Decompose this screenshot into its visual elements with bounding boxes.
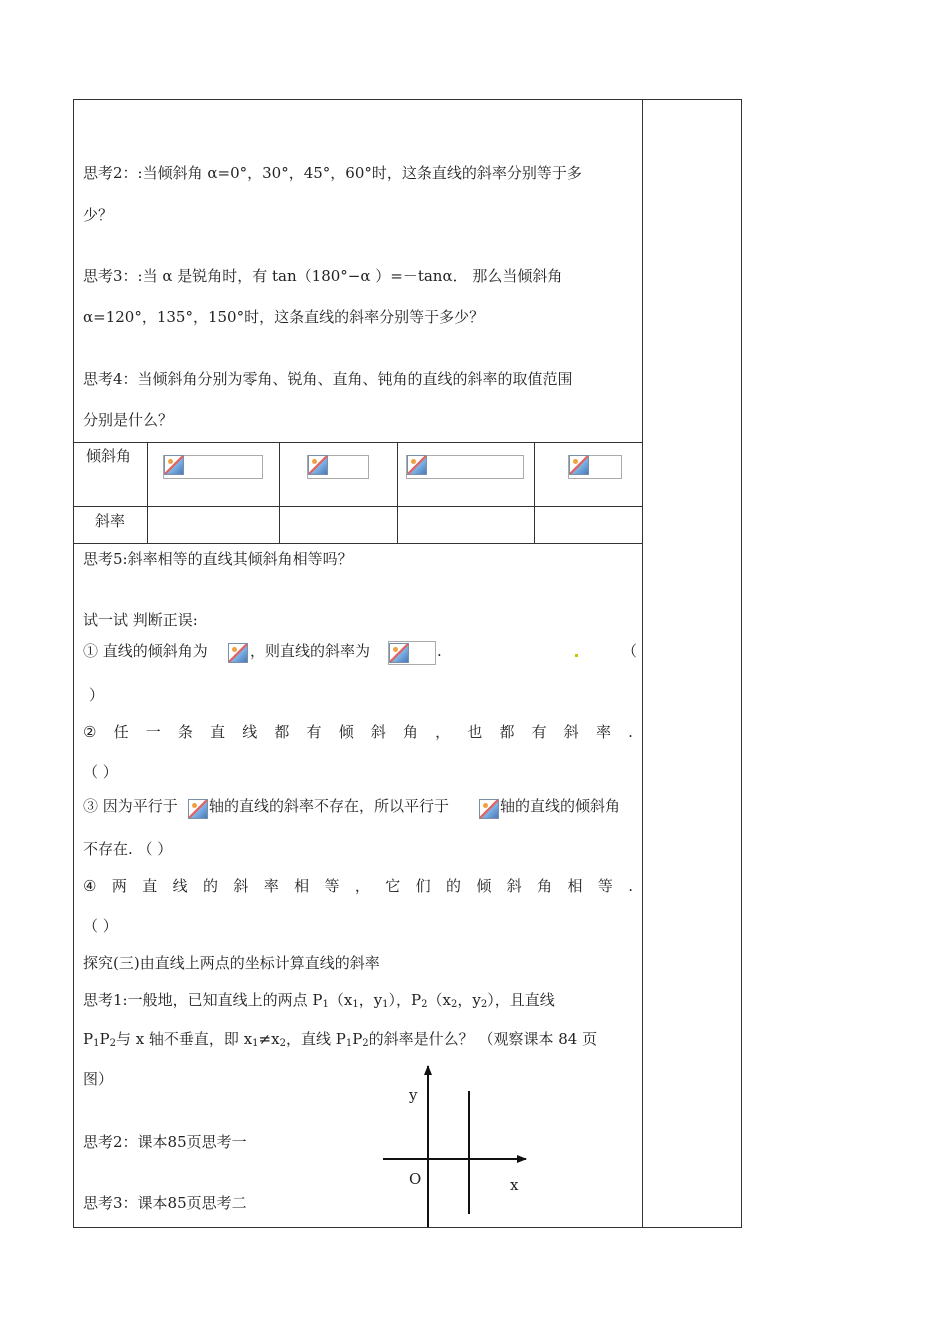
think5: 思考5:斜率相等的直线其倾斜角相等吗？ xyxy=(83,550,353,568)
justified-char: . xyxy=(628,877,633,895)
think4-line1: 思考4：当倾斜角分别为零角、锐角、直角、钝角的直线的斜率的取值范围 xyxy=(83,370,573,388)
justified-char: 直 xyxy=(210,723,226,741)
justified-char: 都 xyxy=(499,723,515,741)
justified-char: 倾 xyxy=(476,877,492,895)
justified-char: 任 xyxy=(113,723,129,741)
item1-text-a: ① 直线的倾斜角为 xyxy=(83,642,208,660)
justified-char: . xyxy=(628,723,633,741)
justified-char: 条 xyxy=(177,723,193,741)
think2-line1: 思考2：:当倾斜角 α=0°，30°，45°，60°时，这条直线的斜率分别等于多 xyxy=(83,164,582,182)
justified-char: ② xyxy=(83,723,97,741)
justified-char: 相 xyxy=(294,877,310,895)
justified-char: ， xyxy=(354,877,370,895)
e3-think1-line3: 图） xyxy=(83,1070,114,1088)
think4-line2: 分别是什么？ xyxy=(83,411,174,429)
justified-char: ④ xyxy=(83,877,97,895)
item3-text-d: 不存在. （ ） xyxy=(83,840,173,858)
justified-char: 一 xyxy=(145,723,161,741)
e3-think1-line2: $P_1P_2$与 x 轴不垂直，即 $x_1\ne x_2$，直线 $P_1P_2$的斜率是什么？ （观察课本 84 页 xyxy=(83,1030,598,1049)
item3-text-a: ③ 因为平行于 xyxy=(83,797,178,815)
item1-paren-close: ） xyxy=(89,686,105,704)
justified-char: 等 xyxy=(324,877,340,895)
justified-char: 相 xyxy=(567,877,583,895)
table-header-angle: 倾斜角 xyxy=(86,447,132,465)
e3-think3: 思考3：课本85页思考二 xyxy=(83,1194,247,1212)
justified-char: 斜 xyxy=(506,877,522,895)
justified-char: 有 xyxy=(531,723,547,741)
justified-char: ， xyxy=(435,723,451,741)
item4-paren: （ ） xyxy=(83,917,118,935)
item3-text-b: 轴的直线的斜率不存在，所以平行于 xyxy=(209,797,450,815)
item1-paren-open: （ xyxy=(622,642,638,660)
think3-line2: α=120°，135°，150°时，这条直线的斜率分别等于多少？ xyxy=(83,308,485,326)
y-axis-label: y xyxy=(409,1086,418,1104)
item2-paren: （ ） xyxy=(83,763,118,781)
e3-think1-line1: 思考1:一般地，已知直线上的两点 $P_1(x_1$，$y_1$），$P_2(x_2$，$y_2$），且直线 xyxy=(83,991,555,1010)
think2-line2: 少？ xyxy=(83,206,114,224)
justified-char: 线 xyxy=(242,723,258,741)
justified-char: 斜 xyxy=(563,723,579,741)
justified-char: 斜 xyxy=(370,723,386,741)
justified-char: 的 xyxy=(202,877,218,895)
explore3-heading: 探究(三)由直线上两点的坐标计算直线的斜率 xyxy=(83,954,380,972)
table-header-slope: 斜率 xyxy=(95,512,126,530)
try-title: 试一试 判断正误: xyxy=(83,611,198,629)
justified-char: 角 xyxy=(403,723,419,741)
justified-char: 率 xyxy=(595,723,611,741)
justified-char: 它 xyxy=(385,877,401,895)
think3-line1: 思考3：:当 α 是锐角时，有 tan（180°−α ）=－tanα． 那么当倾斜角 xyxy=(83,267,563,285)
item1-text-c: . xyxy=(437,642,442,660)
justified-char: 直 xyxy=(142,877,158,895)
origin-label: O xyxy=(409,1170,422,1188)
justified-char: 线 xyxy=(172,877,188,895)
justified-char: 也 xyxy=(467,723,483,741)
justified-char: 有 xyxy=(306,723,322,741)
justified-char: 角 xyxy=(537,877,553,895)
justified-char: 斜 xyxy=(233,877,249,895)
justified-char: 率 xyxy=(263,877,279,895)
justified-char: 们 xyxy=(415,877,431,895)
justified-char: 都 xyxy=(274,723,290,741)
item3-text-c: 轴的直线的倾斜角 xyxy=(500,797,621,815)
item1-text-b: ，则直线的斜率为 xyxy=(250,642,371,660)
justified-char: 倾 xyxy=(338,723,354,741)
justified-char: 等 xyxy=(597,877,613,895)
justified-char: 的 xyxy=(445,877,461,895)
justified-char: 两 xyxy=(111,877,127,895)
e3-think2: 思考2：课本85页思考一 xyxy=(83,1133,247,1151)
x-axis-label: x xyxy=(510,1176,519,1194)
